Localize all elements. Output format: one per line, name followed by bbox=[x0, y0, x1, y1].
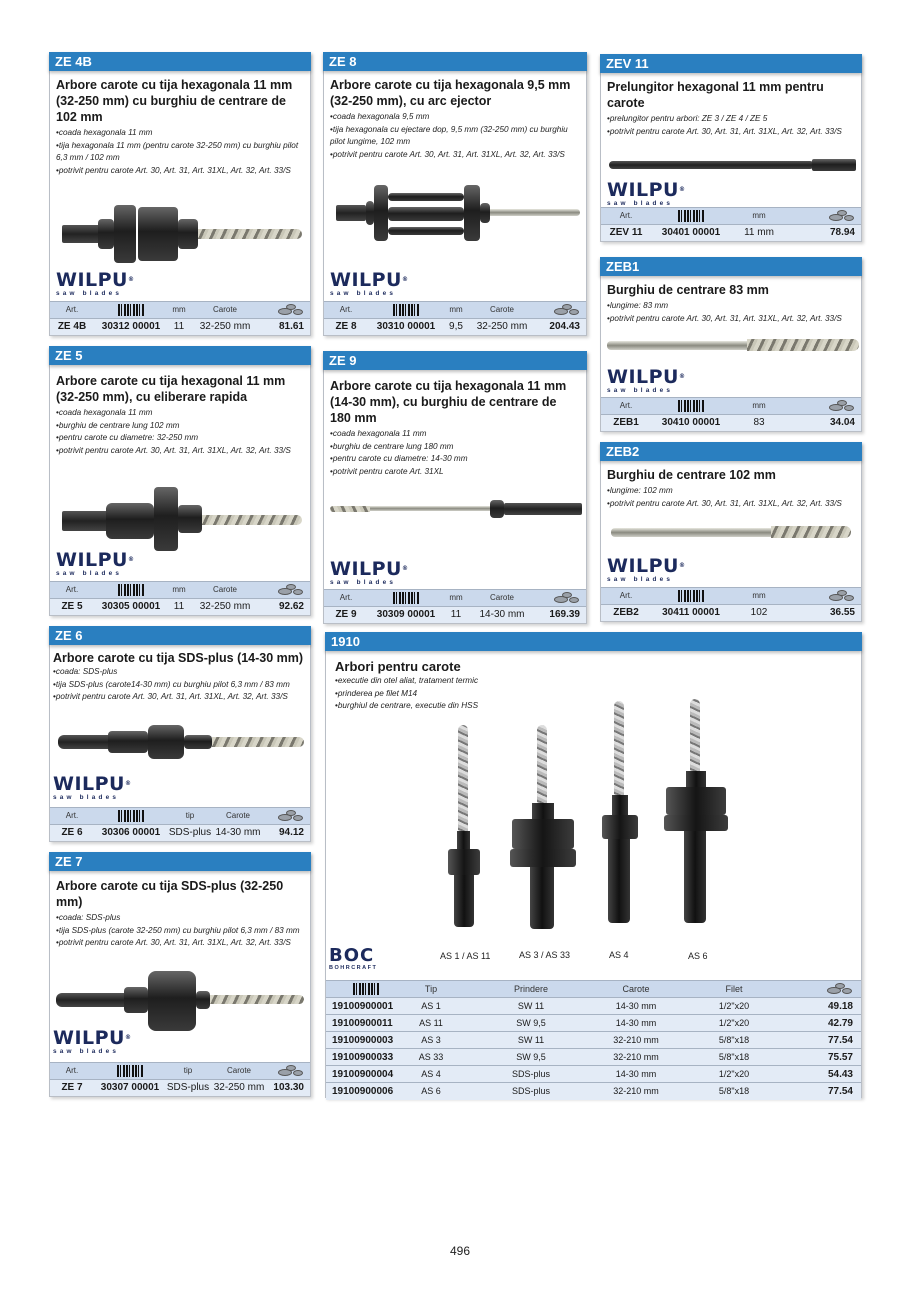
product-code-header: ZE 9 bbox=[323, 351, 587, 370]
barcode-icon bbox=[651, 397, 731, 414]
product-card-ze8 bbox=[323, 52, 587, 336]
art-code: ZEB1 bbox=[601, 414, 651, 431]
feature-item: • executie din otel aliat, tratament termic bbox=[335, 675, 852, 688]
product-code-header: ZE 5 bbox=[49, 346, 311, 365]
article-number: 30410 00001 bbox=[651, 414, 731, 431]
carote-value: 32-250 mm bbox=[468, 318, 536, 335]
feature-item: • burghiul de centrare, executie din HSS bbox=[335, 700, 852, 713]
coins-icon bbox=[268, 1062, 310, 1079]
mm-value: 83 bbox=[731, 414, 787, 431]
bohrcraft-logo: BOC bbox=[329, 945, 375, 966]
col-header-carote: Carote bbox=[190, 581, 260, 598]
art-code: ZE 4B bbox=[50, 318, 94, 335]
product-image-drill bbox=[607, 338, 859, 352]
product-image-as4 bbox=[600, 701, 640, 923]
wilpu-logo: WILPU® saw blades bbox=[56, 549, 135, 577]
col-header-mm: mm bbox=[731, 207, 787, 224]
feature-item: • potrivit pentru carote Art. 30, Art. 31, Art. 31XL, Art. 32, Art. 33/S bbox=[53, 691, 307, 704]
product-title: Burghiu de centrare 83 mm bbox=[607, 283, 769, 297]
carote-value: 14-30 mm bbox=[212, 824, 264, 841]
price: 169.39 bbox=[536, 606, 586, 623]
col-header-carote: Carote bbox=[606, 981, 666, 998]
carote-value: 14-30 mm bbox=[468, 606, 536, 623]
table-row: 19100900011 AS 11 SW 9,5 14-30 mm 1/2"x20 42.79 bbox=[326, 1015, 861, 1032]
product-title: Arbore carote cu tija SDS-plus (14-30 mm) bbox=[53, 651, 304, 665]
tip-value: SDS-plus bbox=[166, 1079, 210, 1096]
price-table bbox=[326, 980, 861, 1100]
feature-item: • coada hexagonala 11 mm bbox=[56, 127, 304, 140]
price-table bbox=[324, 301, 586, 336]
mm-value: 102 bbox=[731, 604, 787, 621]
price: 36.55 bbox=[787, 604, 861, 621]
wilpu-logo: WILPU® saw blades bbox=[53, 773, 132, 801]
feature-item: • potrivit pentru carote Art. 30, Art. 31, Art. 31XL, Art. 32, Art. 33/S bbox=[330, 149, 580, 162]
col-header-tip: tip bbox=[168, 807, 212, 824]
feature-list bbox=[50, 127, 310, 177]
feature-list bbox=[601, 113, 861, 138]
article-number: 30307 00001 bbox=[94, 1079, 166, 1096]
feature-item: • potrivit pentru carote Art. 30, Art. 31, Art. 31XL, Art. 32, Art. 33/S bbox=[56, 165, 304, 178]
mm-value: 9,5 bbox=[444, 318, 468, 335]
product-code-header: ZE 4B bbox=[49, 52, 311, 71]
col-header-mm: mm bbox=[444, 301, 468, 318]
col-header-art: Art. bbox=[50, 1062, 94, 1079]
barcode-icon bbox=[94, 807, 168, 824]
col-header-art: Art. bbox=[601, 207, 651, 224]
feature-item: • coada hexagonala 11 mm bbox=[56, 407, 304, 420]
product-image-sds-arbor-large bbox=[56, 971, 304, 1031]
product-image-drill bbox=[611, 525, 851, 539]
product-image-as1 bbox=[444, 725, 484, 927]
feature-item: • potrivit pentru carote Art. 30, Art. 31, Art. 31XL, Art. 32, Art. 33/S bbox=[56, 445, 304, 458]
barcode-icon bbox=[94, 1062, 166, 1079]
feature-list bbox=[324, 428, 586, 478]
feature-item: • lungime: 83 mm bbox=[607, 300, 855, 313]
article-number: 30411 00001 bbox=[651, 604, 731, 621]
product-image-arbor-quick-release bbox=[62, 487, 302, 551]
wilpu-logo: WILPU® saw blades bbox=[56, 269, 135, 297]
feature-item: • tija SDS-plus (carote 32-250 mm) cu burghiu pilot 6,3 mm / 83 mm bbox=[56, 925, 304, 938]
wilpu-logo: WILPU® saw blades bbox=[607, 366, 686, 394]
product-card-zeb2 bbox=[600, 442, 862, 622]
product-title: Arbore carote cu tija hexagonala 11 mm (32-250 mm) cu burghiu de centrare de 102 mm bbox=[56, 78, 293, 124]
price-table bbox=[50, 807, 310, 842]
product-code-header: ZE 6 bbox=[49, 626, 311, 645]
feature-item: • potrivit pentru carote Art. 31XL bbox=[330, 466, 580, 479]
price: 103.30 bbox=[268, 1079, 310, 1096]
art-code: ZE 5 bbox=[50, 598, 94, 615]
page-number: 496 bbox=[450, 1244, 471, 1258]
product-card-zeb1 bbox=[600, 257, 862, 432]
product-image-as6 bbox=[664, 699, 728, 923]
feature-item: • coada: SDS-plus bbox=[56, 912, 304, 925]
feature-item: • coada hexagonala 11 mm bbox=[330, 428, 580, 441]
coins-icon bbox=[260, 301, 310, 318]
article-number: 30312 00001 bbox=[94, 318, 168, 335]
article-number: 30310 00001 bbox=[368, 318, 444, 335]
product-title: Arbore carote cu tija SDS-plus (32-250 mm) bbox=[56, 879, 284, 909]
col-header-prindere: Prindere bbox=[456, 981, 606, 998]
barcode-icon bbox=[651, 587, 731, 604]
col-header-art: Art. bbox=[50, 581, 94, 598]
image-caption: AS 3 / AS 33 bbox=[519, 950, 571, 960]
col-header-mm: mm bbox=[731, 397, 787, 414]
product-card-ze5 bbox=[49, 346, 311, 616]
product-card-ze6 bbox=[49, 626, 311, 842]
col-header-carote: Carote bbox=[210, 1062, 268, 1079]
price: 92.62 bbox=[260, 598, 310, 615]
feature-item: • burghiu de centrare lung 180 mm bbox=[330, 441, 580, 454]
coins-icon bbox=[260, 581, 310, 598]
carote-value: 32-250 mm bbox=[210, 1079, 268, 1096]
barcode-icon bbox=[651, 207, 731, 224]
barcode-icon bbox=[368, 589, 444, 606]
price-table bbox=[601, 397, 861, 432]
col-header-art: Art. bbox=[601, 397, 651, 414]
feature-item: • coada: SDS-plus bbox=[53, 666, 307, 679]
bohrcraft-logo-subtitle: BOHRCRAFT bbox=[329, 965, 378, 971]
coins-icon bbox=[536, 301, 586, 318]
product-image-extension bbox=[609, 159, 857, 171]
product-card-1910 bbox=[325, 632, 862, 1098]
table-row: 19100900001 AS 1 SW 11 14-30 mm 1/2"x20 49.18 bbox=[326, 998, 861, 1015]
feature-item: • potrivit pentru carote Art. 30, Art. 31, Art. 31XL, Art. 32, Art. 33/S bbox=[607, 126, 855, 139]
product-code-header: ZE 7 bbox=[49, 852, 311, 871]
product-title: Arbore carote cu tija hexagonal 11 mm (32-250 mm), cu eliberare rapida bbox=[56, 374, 286, 404]
col-header-art: Art. bbox=[50, 807, 94, 824]
col-header-mm: mm bbox=[731, 587, 787, 604]
product-card-zev11 bbox=[600, 54, 862, 242]
feature-list bbox=[326, 675, 861, 713]
mm-value: 11 bbox=[168, 598, 190, 615]
wilpu-logo: WILPU® saw blades bbox=[607, 179, 686, 207]
coins-icon bbox=[787, 207, 861, 224]
coins-icon bbox=[802, 981, 861, 998]
product-title: Arbore carote cu tija hexagonala 11 mm (14-30 mm), cu burghiu de centrare de 180 mm bbox=[330, 379, 567, 425]
mm-value: 11 mm bbox=[731, 224, 787, 241]
feature-list bbox=[601, 485, 861, 510]
feature-item: • tija SDS-plus (carote14-30 mm) cu burghiu pilot 6,3 mm / 83 mm bbox=[53, 679, 307, 692]
article-number: 30306 00001 bbox=[94, 824, 168, 841]
art-code: ZE 7 bbox=[50, 1079, 94, 1096]
col-header-art: Art. bbox=[324, 301, 368, 318]
barcode-icon bbox=[368, 301, 444, 318]
feature-list bbox=[50, 407, 310, 457]
col-header-mm: mm bbox=[168, 301, 190, 318]
col-header-carote: Carote bbox=[212, 807, 264, 824]
col-header-carote: Carote bbox=[190, 301, 260, 318]
art-code: ZE 8 bbox=[324, 318, 368, 335]
feature-item: • tija hexagonala cu ejectare dop, 9,5 mm (32-250 mm) cu burghiu pilot lungime, 102 mm bbox=[330, 124, 580, 149]
product-card-ze4b bbox=[49, 52, 311, 336]
carote-value: 32-250 mm bbox=[190, 598, 260, 615]
image-caption: AS 6 bbox=[688, 951, 708, 961]
product-code-header: ZEV 11 bbox=[600, 54, 862, 73]
price: 204.43 bbox=[536, 318, 586, 335]
price: 94.12 bbox=[264, 824, 310, 841]
tip-value: SDS-plus bbox=[168, 824, 212, 841]
product-code-header: ZE 8 bbox=[323, 52, 587, 71]
table-row: 19100900003 AS 3 SW 11 32-210 mm 5/8"x18 77.54 bbox=[326, 1032, 861, 1049]
feature-list bbox=[601, 300, 861, 325]
mm-value: 11 bbox=[444, 606, 468, 623]
feature-item: • potrivit pentru carote Art. 30, Art. 31, Art. 31XL, Art. 32, Art. 33/S bbox=[607, 498, 855, 511]
article-number: 30305 00001 bbox=[94, 598, 168, 615]
product-code-header: ZEB2 bbox=[600, 442, 862, 461]
art-code: ZEV 11 bbox=[601, 224, 651, 241]
price-table bbox=[50, 581, 310, 616]
col-header-carote: Carote bbox=[468, 589, 536, 606]
product-card-ze9 bbox=[323, 351, 587, 624]
price-table bbox=[50, 301, 310, 336]
coins-icon bbox=[787, 397, 861, 414]
price-table bbox=[601, 207, 861, 242]
feature-item: • prinderea pe filet M14 bbox=[335, 688, 852, 701]
image-caption: AS 1 / AS 11 bbox=[440, 951, 491, 961]
wilpu-logo: WILPU® saw blades bbox=[330, 269, 409, 297]
table-row: 19100900006 AS 6 SDS-plus 32-210 mm 5/8"x18 77.54 bbox=[326, 1083, 861, 1100]
product-image-arbor-ejector bbox=[336, 185, 581, 241]
product-image-arbor bbox=[62, 203, 302, 263]
image-caption: AS 4 bbox=[609, 950, 629, 960]
carote-value: 32-250 mm bbox=[190, 318, 260, 335]
price-table bbox=[324, 589, 586, 624]
col-header-art: Art. bbox=[50, 301, 94, 318]
feature-item: • pentru carote cu diametre: 14-30 mm bbox=[330, 453, 580, 466]
col-header-carote: Carote bbox=[468, 301, 536, 318]
product-title: Prelungitor hexagonal 11 mm pentru carote bbox=[607, 80, 824, 110]
product-title: Arbori pentru carote bbox=[335, 659, 461, 674]
feature-item: • pentru carote cu diametre: 32-250 mm bbox=[56, 432, 304, 445]
col-header-tip: tip bbox=[166, 1062, 210, 1079]
col-header-tip: Tip bbox=[406, 981, 456, 998]
barcode-icon bbox=[326, 981, 406, 998]
table-row: 19100900004 AS 4 SDS-plus 14-30 mm 1/2"x20 54.43 bbox=[326, 1066, 861, 1083]
feature-list bbox=[324, 111, 586, 161]
feature-item: • coada hexagonala 9,5 mm bbox=[330, 111, 580, 124]
product-image-arbor-long-drill bbox=[330, 500, 582, 518]
wilpu-logo: WILPU® saw blades bbox=[607, 555, 686, 583]
product-card-ze7 bbox=[49, 852, 311, 1097]
article-number: 30401 00001 bbox=[651, 224, 731, 241]
price: 34.04 bbox=[787, 414, 861, 431]
feature-item: • potrivit pentru carote Art. 30, Art. 31, Art. 31XL, Art. 32, Art. 33/S bbox=[56, 937, 304, 950]
coins-icon bbox=[536, 589, 586, 606]
feature-item: • tija hexagonala 11 mm (pentru carote 32-250 mm) cu burghiu pilot 6,3 mm / 102 mm bbox=[56, 140, 304, 165]
feature-list bbox=[50, 666, 310, 704]
wilpu-logo: WILPU® saw blades bbox=[53, 1027, 132, 1055]
art-code: ZE 6 bbox=[50, 824, 94, 841]
col-header-mm: mm bbox=[168, 581, 190, 598]
col-header-mm: mm bbox=[444, 589, 468, 606]
coins-icon bbox=[787, 587, 861, 604]
barcode-icon bbox=[94, 301, 168, 318]
table-row: 19100900033 AS 33 SW 9,5 32-210 mm 5/8"x18 75.57 bbox=[326, 1049, 861, 1066]
barcode-icon bbox=[94, 581, 168, 598]
feature-list bbox=[50, 912, 310, 950]
col-header-art: Art. bbox=[324, 589, 368, 606]
feature-item: • prelungitor pentru arbori: ZE 3 / ZE 4 / ZE 5 bbox=[607, 113, 855, 126]
col-header-art: Art. bbox=[601, 587, 651, 604]
product-title: Arbore carote cu tija hexagonala 9,5 mm (32-250 mm), cu arc ejector bbox=[330, 78, 571, 108]
price-table bbox=[50, 1062, 310, 1097]
feature-item: • burghiu de centrare lung 102 mm bbox=[56, 420, 304, 433]
feature-item: • lungime: 102 mm bbox=[607, 485, 855, 498]
price-table bbox=[601, 587, 861, 622]
article-number: 30309 00001 bbox=[368, 606, 444, 623]
price: 81.61 bbox=[260, 318, 310, 335]
coins-icon bbox=[264, 807, 310, 824]
product-code-header: ZEB1 bbox=[600, 257, 862, 276]
price: 78.94 bbox=[787, 224, 861, 241]
mm-value: 11 bbox=[168, 318, 190, 335]
product-image-as3 bbox=[508, 725, 578, 929]
product-code-header: 1910 bbox=[325, 632, 862, 651]
art-code: ZEB2 bbox=[601, 604, 651, 621]
product-image-sds-arbor bbox=[58, 725, 304, 761]
product-title: Burghiu de centrare 102 mm bbox=[607, 468, 776, 482]
wilpu-logo: WILPU® saw blades bbox=[330, 558, 409, 586]
feature-item: • potrivit pentru carote Art. 30, Art. 31, Art. 31XL, Art. 32, Art. 33/S bbox=[607, 313, 855, 326]
col-header-filet: Filet bbox=[666, 981, 802, 998]
art-code: ZE 9 bbox=[324, 606, 368, 623]
